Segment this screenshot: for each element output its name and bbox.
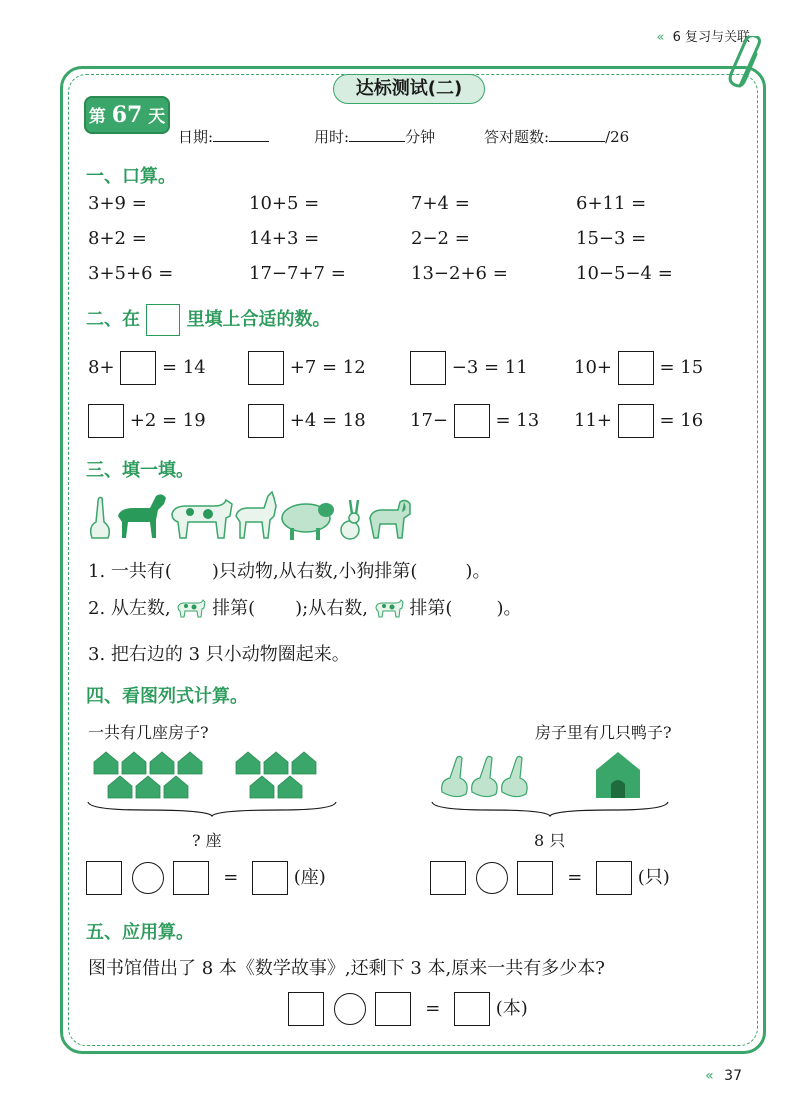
time-field bbox=[314, 126, 435, 147]
section-2-heading-pre: 二、在 bbox=[86, 309, 140, 330]
eq-text: = 15 bbox=[659, 357, 704, 378]
duck-icon bbox=[442, 756, 527, 796]
chevron-left-icon: « bbox=[656, 30, 665, 45]
answer-box[interactable] bbox=[88, 404, 124, 438]
answer-box[interactable] bbox=[454, 992, 490, 1026]
answer-box[interactable] bbox=[430, 861, 466, 895]
question-3-3: 3. 把右边的 3 只小动物圈起来。 bbox=[88, 644, 350, 665]
page-number: 37 bbox=[724, 1068, 742, 1084]
fill-box-item bbox=[248, 403, 366, 439]
day-prefix: 第 bbox=[88, 107, 106, 127]
oral-calc-item: 2−2 = bbox=[411, 228, 470, 249]
unit-label: (只) bbox=[637, 867, 670, 888]
section-3-heading: 三、填一填。 bbox=[86, 460, 194, 481]
left-question: 一共有几座房子? bbox=[88, 723, 209, 742]
oral-calc-item: 7+4 = bbox=[411, 193, 470, 214]
ducks-house-picture bbox=[428, 748, 676, 818]
eq-text: 8+ bbox=[88, 357, 115, 378]
paperclip-icon bbox=[728, 36, 768, 92]
fill-box-item bbox=[88, 403, 206, 439]
eq-text: 17− bbox=[410, 410, 448, 431]
page-title: 达标测试(二) bbox=[333, 74, 485, 104]
score-total: /26 bbox=[605, 128, 630, 146]
oral-calc-item: 3+9 = bbox=[88, 193, 147, 214]
fill-box-item bbox=[410, 403, 539, 439]
day-badge bbox=[84, 96, 170, 134]
equals-sign: = bbox=[223, 867, 239, 888]
houses-picture bbox=[84, 748, 344, 818]
section-5-heading: 五、应用算。 bbox=[86, 922, 194, 943]
oral-calc-item: 10+5 = bbox=[249, 193, 320, 214]
chapter-title: 复习与关联 bbox=[684, 30, 750, 45]
score-blank[interactable] bbox=[549, 128, 605, 142]
oral-calc-item: 10−5−4 = bbox=[576, 263, 673, 284]
cow-icon bbox=[374, 599, 404, 619]
eq-text: = 16 bbox=[659, 410, 704, 431]
right-label: 8 只 bbox=[534, 831, 566, 850]
time-label: 用时: bbox=[314, 128, 350, 146]
answer-box[interactable] bbox=[86, 861, 122, 895]
fill-box-item bbox=[574, 403, 703, 439]
q-text: 排第( bbox=[212, 598, 256, 619]
answer-box[interactable] bbox=[454, 404, 490, 438]
goat-icon bbox=[236, 492, 276, 538]
cow-icon bbox=[176, 599, 206, 619]
equals-sign: = bbox=[425, 998, 441, 1019]
left-label: ? 座 bbox=[192, 831, 222, 850]
eq-text: 10+ bbox=[574, 357, 612, 378]
eq-text: +4 = 18 bbox=[289, 410, 366, 431]
animal-row bbox=[86, 488, 416, 542]
word-problem: 图书馆借出了 8 本《数学故事》,还剩下 3 本,原来一共有多少本? bbox=[88, 958, 605, 979]
answer-box[interactable] bbox=[596, 861, 632, 895]
answer-box[interactable] bbox=[618, 351, 654, 385]
rabbit-icon bbox=[341, 500, 359, 539]
oral-calc-item: 3+5+6 = bbox=[88, 263, 174, 284]
oral-calc-item: 8+2 = bbox=[88, 228, 147, 249]
section-2-heading bbox=[86, 303, 331, 337]
goose-icon bbox=[91, 498, 110, 539]
chapter-number: 6 bbox=[672, 30, 681, 45]
fill-box-item bbox=[574, 350, 703, 386]
equation-right bbox=[430, 860, 670, 896]
oral-calc-item: 6+11 = bbox=[576, 193, 647, 214]
answer-box[interactable] bbox=[248, 404, 284, 438]
operator-circle[interactable] bbox=[132, 862, 164, 894]
answer-box[interactable] bbox=[618, 404, 654, 438]
eq-text: = 13 bbox=[495, 410, 540, 431]
section-2-heading-post: 里填上合适的数。 bbox=[186, 309, 331, 330]
q-text: 排第( bbox=[409, 598, 453, 619]
oral-calc-item: 17−7+7 = bbox=[249, 263, 346, 284]
q-text: 1. 一共有( bbox=[88, 561, 172, 582]
answer-box[interactable] bbox=[252, 861, 288, 895]
equation-word-problem bbox=[288, 991, 528, 1027]
q-text: )。 bbox=[465, 561, 491, 582]
eq-text: −3 = 11 bbox=[451, 357, 528, 378]
time-blank[interactable] bbox=[349, 128, 405, 142]
eq-text: +2 = 19 bbox=[129, 410, 206, 431]
horse-icon bbox=[118, 494, 166, 538]
right-question: 房子里有几只鸭子? bbox=[535, 723, 672, 742]
question-3-1 bbox=[88, 557, 490, 583]
question-3-2 bbox=[88, 598, 521, 620]
cow-icon bbox=[172, 500, 232, 538]
unit-label: (本) bbox=[495, 998, 528, 1019]
answer-box[interactable] bbox=[375, 992, 411, 1026]
operator-circle[interactable] bbox=[334, 993, 366, 1025]
house-icon bbox=[596, 752, 640, 798]
example-box bbox=[146, 304, 180, 336]
fill-box-item bbox=[88, 350, 206, 386]
q-text: );从右数, bbox=[295, 598, 368, 619]
operator-circle[interactable] bbox=[476, 862, 508, 894]
chevron-left-icon: « bbox=[705, 1068, 714, 1084]
section-4-heading: 四、看图列式计算。 bbox=[86, 686, 248, 707]
sheep-icon bbox=[282, 503, 334, 540]
equation-left bbox=[86, 860, 326, 896]
date-blank[interactable] bbox=[213, 128, 269, 142]
equals-sign: = bbox=[567, 867, 583, 888]
answer-box[interactable] bbox=[248, 351, 284, 385]
fill-box-item bbox=[248, 350, 366, 386]
date-field bbox=[178, 126, 269, 147]
day-suffix: 天 bbox=[148, 107, 166, 127]
fill-box-item bbox=[410, 350, 528, 386]
score-label: 答对题数: bbox=[484, 128, 550, 146]
answer-box[interactable] bbox=[120, 351, 156, 385]
house-icon bbox=[94, 752, 316, 798]
eq-text: 11+ bbox=[574, 410, 612, 431]
q-text: )。 bbox=[496, 598, 522, 619]
time-unit: 分钟 bbox=[405, 128, 436, 146]
oral-calc-item: 15−3 = bbox=[576, 228, 647, 249]
section-1-heading: 一、口算。 bbox=[86, 166, 176, 187]
day-number: 67 bbox=[111, 102, 143, 128]
oral-calc-item: 14+3 = bbox=[249, 228, 320, 249]
answer-box[interactable] bbox=[410, 351, 446, 385]
eq-text: +7 = 12 bbox=[289, 357, 366, 378]
oral-calc-item: 13−2+6 = bbox=[411, 263, 508, 284]
answer-box[interactable] bbox=[517, 861, 553, 895]
score-field bbox=[484, 126, 629, 147]
q-text: 2. 从左数, bbox=[88, 598, 171, 619]
eq-text: = 14 bbox=[162, 357, 206, 378]
date-label: 日期: bbox=[178, 128, 214, 146]
q-text: )只动物,从右数,小狗排第( bbox=[211, 561, 418, 582]
unit-label: (座) bbox=[293, 867, 326, 888]
answer-box[interactable] bbox=[288, 992, 324, 1026]
answer-box[interactable] bbox=[173, 861, 209, 895]
dog-icon bbox=[370, 500, 410, 538]
page-footer bbox=[705, 1068, 742, 1084]
